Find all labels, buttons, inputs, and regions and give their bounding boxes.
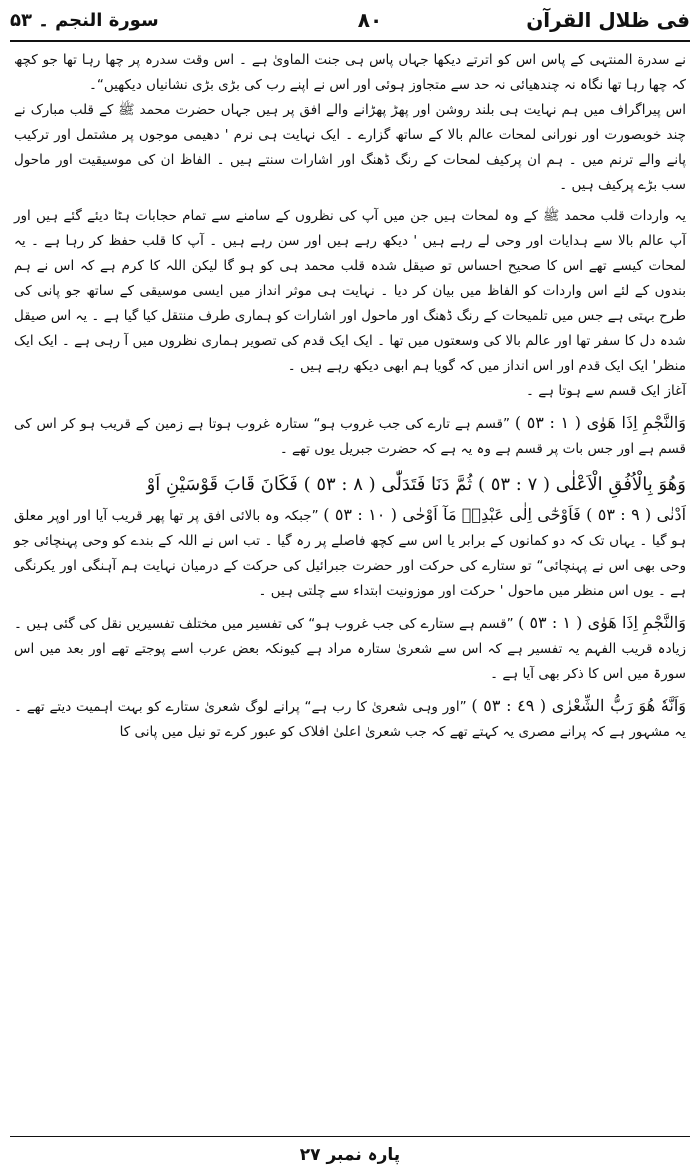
paragraph: نے سدرة المنتہی کے پاس اس کو اترتے دیکھا جہاں پاس ہی جنت الماویٰ ہے ۔ اس وقت سدرہ پر چھا رہا تھا جو کچھ کہ چھا رہا تھا نگاہ نہ چندھیائی نہ حد سے متجاوز ہوئی اور اس نے اپنے رب کی بڑی بڑی نشانیاں دیکھیں“۔ xyxy=(14,52,686,93)
ayah-translation: ”قسم ہے تارے کی جب غروب ہو“ ستارہ غروب ہوتا ہے زمین کے قریب ہو کر اس کی قسم ہے اور جس بات پر قسم ہے وہ یہ ہے کہ حضرت جبریل یوں تھے ۔ xyxy=(14,416,686,457)
book-title: فی ظلال القرآن xyxy=(526,8,690,32)
ayah-arabic: اَدْنٰى ( ٩ : ٥٣ ) فَاَوْحٰٓى اِلٰى عَبْدِهٖ مَآ اَوْحٰى ( ١٠ : ٥٣ ) xyxy=(323,505,687,524)
footer-rule xyxy=(10,1136,690,1137)
page-body xyxy=(14,48,686,1130)
page-header xyxy=(10,6,690,40)
ayah-arabic: وَالنَّجْمِ اِذَا هَوٰى ( ١ : ٥٣ ) xyxy=(518,613,687,632)
surah-label: سورة النجم ۔ ۵۳ xyxy=(10,10,159,31)
header-rule xyxy=(10,40,690,42)
ayah-block xyxy=(14,693,686,745)
ayah-block xyxy=(14,610,686,687)
ayah-translation: ”جبکہ وہ بالائی افق پر تھا پھر قریب آیا اور اوپر معلق ہو گیا ۔ یہاں تک کہ دو کمانوں کے برابر یا اس سے کچھ فاصلے پر رہ گیا ۔ تب اس نے اللہ کے بندے کو وحی پہنچائی جو وحی بھی اس نے پہنچائی“ تو ستارے کی حرکت اور حضرت جبرائیل کی حرکت کے درمیان نہایت ہم آہنگی اور یکرنگی ہے ۔ یوں اس منظر میں ماحول ' حرکت اور موزونیت ابتداء سے چلتی ہیں ۔ xyxy=(14,508,686,599)
para-label: پارہ نمبر ٢٧ xyxy=(299,1145,401,1165)
ayah-arabic: وَاَنَّهٗ هُوَ رَبُّ الشِّعْرٰى ( ٤٩ : ٥٣ ) xyxy=(471,696,687,715)
ayah-arabic-line: وَهُوَ بِالْاُفُقِ الْاَعْلٰى ( ٧ : ٥٣ ) ثُمَّ دَنَا فَتَدَلّٰى ( ٨ : ٥٣ ) فَكَانَ قَابَ قَوْسَيْنِ اَوْ xyxy=(146,474,686,495)
ayah-translation: ”قسم ہے ستارے کی جب غروب ہو“ کی تفسیر میں مختلف تفسیریں نقل کی گئی ہیں ۔ زیادہ قریب الفہم یہ تفسیر ہے کہ اس سے شعریٰ ستارہ مراد ہے کیونکہ بعض عرب اسے پوجتے تھے اور بعد میں اس سورۃ میں اس کا ذکر بھی آیا ہے ۔ xyxy=(14,616,686,682)
ayah-translation: ”اور وہی شعریٰ کا رب ہے“ پرانے لوگ شعریٰ ستارے کو بہت اہمیت دیتے تھے ۔ یہ مشہور ہے کہ پرانے مصری یہ کہتے تھے کہ جب شعریٰ اعلیٰ افلاک کو عبور کرے تو نیل میں پانی کا xyxy=(14,699,686,740)
paragraph: اس پیراگراف میں ہم نہایت ہی بلند روشن اور پھڑ پھڑانے والے افق پر ہیں جہاں حضرت محمد ﷺ کے قلب مبارک نے چند خوبصورت اور نورانی لمحات عالم بالا کے ساتھ گزارے ۔ ایک نہایت ہی نرم ' دھیمی موجوں پر مشتمل اور ترکیب پانے والے ترنم میں ۔ ہم ان پرکیف لمحات کے رنگ ڈھنگ اور اشارات سنتے ہیں ۔ الفاظ ان کی موسیقیت اور ماحول سب بڑے پرکیف ہیں ۔ xyxy=(14,102,686,193)
page-number: ٨٠ xyxy=(357,8,383,32)
ayah-arabic: وَالنَّجْمِ اِذَا هَوٰى ( ١ : ٥٣ ) xyxy=(514,413,687,432)
ayah-block xyxy=(14,502,686,604)
paragraph: یہ واردات قلب محمد ﷺ کے وہ لمحات ہیں جن میں آپ کی نظروں کے سامنے سے تمام حجابات ہٹا دیئے گئے ہیں اور آپ عالم بالا سے ہدایات اور وحی لے رہے ہیں ' دیکھ رہے ہیں اور سن رہے ہیں ۔ آپ کا قلب حفظ کر رہا ہے ۔ یہ لمحات کیسے تھے اس کا صحیح احساس تو صیقل شدہ قلب محمد ہی کو ہو گا لیکن اللہ کا کرم ہے کہ اس نے ہم بندوں کے لئے اس واردات کو الفاظ میں بیان کر دیا ۔ نہایت ہی موثر انداز میں ایسی موسیقی کے ساتھ جو پانی کی طرح بہتی ہے جس میں تلمیحات کے رنگ ڈھنگ اور ماحول اور اشارات کو ہماری طرف منتقل کیا گیا ہے ۔ یہ اس صیقل شدہ دل کا سفر تھا اور عالم بالا کی وسعتوں میں تھا ۔ ایک ایک قدم کی تصویر ہماری نظروں میں آ رہی ہے ۔ ایک ایک منظر' ایک ایک قدم اور اس انداز میں کہ گویا ہم ابھی دیکھ رہے ہیں ۔ xyxy=(14,208,686,374)
paragraph: آغاز ایک قسم سے ہوتا ہے ۔ xyxy=(526,383,686,399)
ayah-block xyxy=(14,410,686,462)
